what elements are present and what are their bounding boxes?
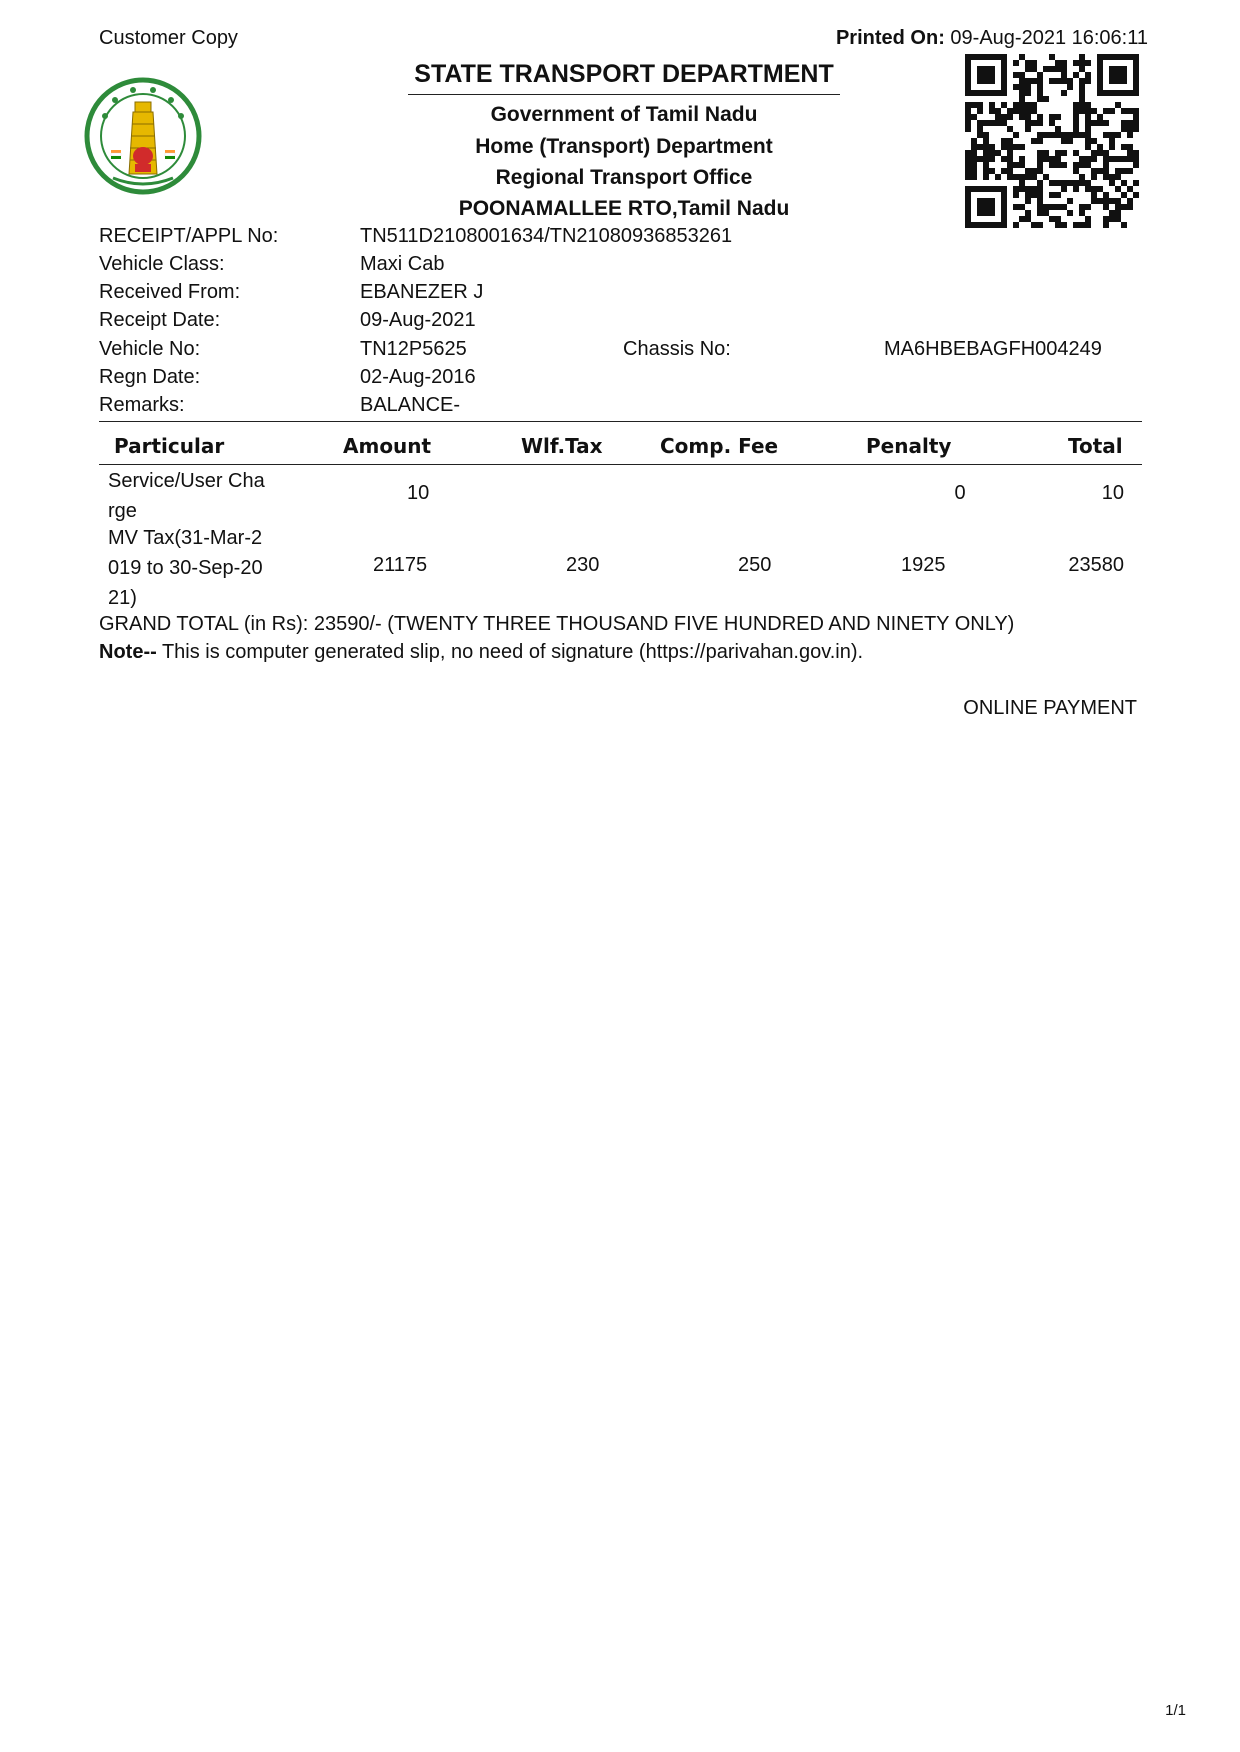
chassis-no-label: Chassis No: (623, 338, 731, 360)
col-header-particular: Particular (114, 434, 225, 458)
receipt-no-value: TN511D2108001634/TN21080936853261 (360, 225, 733, 247)
grand-total: GRAND TOTAL (in Rs): 23590/- (TWENTY THREE THOUSAND FIVE HUNDRED AND NINETY ONLY) (99, 613, 1015, 635)
table-row-2-comp-fee: 250 (738, 554, 772, 576)
table-row-2-particular (108, 527, 263, 610)
qr-code-icon (965, 54, 1139, 228)
particular-line: 21) (108, 587, 137, 609)
table-row-1-penalty: 0 (954, 482, 966, 504)
particular-line: MV Tax(31-Mar-2 (108, 527, 263, 549)
col-header-wlf-tax: Wlf.Tax (521, 434, 603, 458)
table-top-rule (99, 421, 1142, 422)
received-from-value: EBANEZER J (360, 281, 484, 303)
receipt-date-label: Receipt Date: (99, 309, 221, 331)
remarks-label: Remarks: (99, 394, 185, 416)
table-row-1-amount: 10 (407, 482, 430, 504)
chassis-no-value: MA6HBEBAGFH004249 (884, 338, 1102, 360)
page-number: 1/1 (1165, 1702, 1186, 1719)
particular-line: Service/User Cha (108, 470, 265, 492)
printed-on-label: Printed On: (835, 27, 945, 49)
table-row-1-total: 10 (1101, 482, 1124, 504)
vehicle-no-value: TN12P5625 (360, 338, 467, 360)
printed-on (836, 27, 1148, 50)
receipt-date-value: 09-Aug-2021 (360, 309, 476, 331)
particular-line: 019 to 30-Sep-20 (108, 557, 263, 579)
header-line-rto: POONAMALLEE RTO,Tamil Nadu (458, 197, 790, 220)
header-line-government: Government of Tamil Nadu (490, 103, 758, 126)
vehicle-class-label: Vehicle Class: (99, 253, 225, 275)
remarks-value: BALANCE- (360, 394, 461, 416)
vehicle-class-value: Maxi Cab (360, 253, 445, 275)
receipt-no-label: RECEIPT/APPL No: (99, 225, 279, 247)
header-line-department: Home (Transport) Department (475, 135, 773, 158)
received-from-label: Received From: (99, 281, 241, 303)
col-header-total: Total (1068, 434, 1123, 458)
col-header-amount: Amount (343, 434, 432, 458)
particular-line: rge (108, 500, 137, 522)
regn-date-label: Regn Date: (99, 366, 201, 388)
payment-mode: ONLINE PAYMENT (963, 697, 1137, 719)
department-title: STATE TRANSPORT DEPARTMENT (414, 60, 834, 88)
table-row-1-particular (108, 470, 265, 523)
tamil-nadu-emblem-icon (83, 76, 203, 196)
note-text: This is computer generated slip, no need of signature (https://parivahan.gov.in). (156, 641, 864, 663)
note-label: Note-- (99, 641, 157, 663)
table-row-2-amount: 21175 (373, 554, 428, 576)
note (99, 641, 863, 664)
printed-on-value: 09-Aug-2021 16:06:11 (950, 27, 1148, 49)
table-header-rule (99, 464, 1142, 465)
regn-date-value: 02-Aug-2016 (360, 366, 476, 388)
title-underline (408, 94, 840, 95)
table-row-2-total: 23580 (1068, 554, 1124, 576)
col-header-penalty: Penalty (866, 434, 952, 458)
col-header-comp-fee: Comp. Fee (660, 434, 779, 458)
header-line-office: Regional Transport Office (495, 166, 753, 189)
table-row-2-penalty: 1925 (901, 554, 946, 576)
table-row-2-wlf-tax: 230 (566, 554, 600, 576)
copy-type-label: Customer Copy (99, 27, 238, 49)
vehicle-no-label: Vehicle No: (99, 338, 201, 360)
